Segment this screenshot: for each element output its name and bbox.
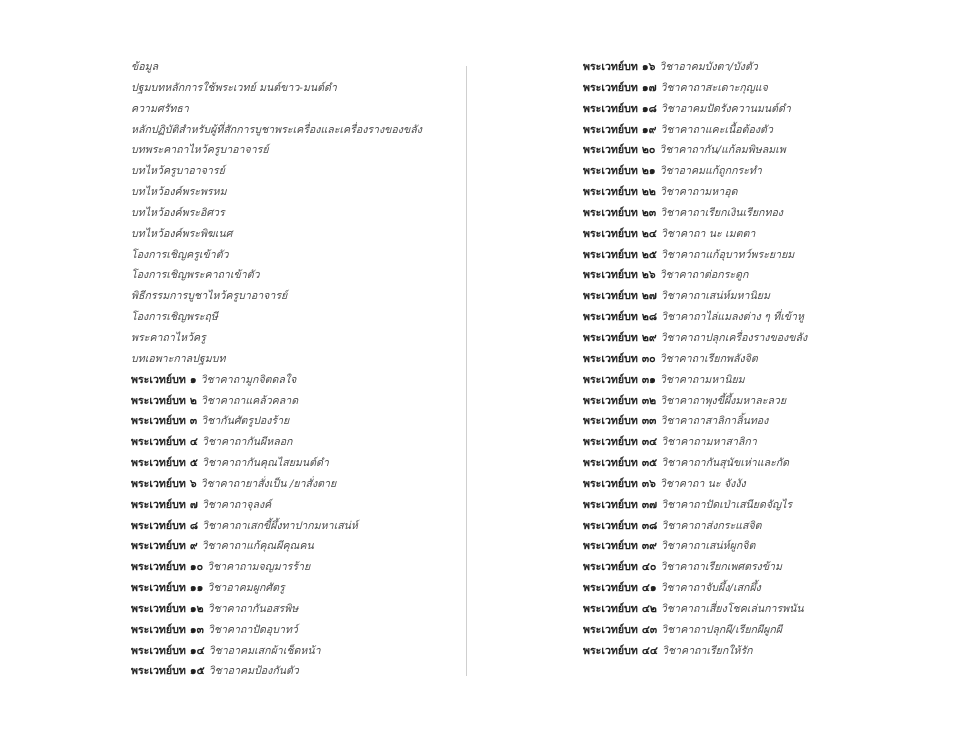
- chapter-title: วิชาคาถากันสุนัขเห่าและกัด: [661, 457, 790, 470]
- chapter-number: ๒๖: [641, 269, 656, 282]
- chapter-entry: [131, 453, 451, 474]
- intro-item: ข้อมูล: [131, 61, 159, 73]
- contents-column-left: [131, 57, 451, 682]
- chapter-prefix: พระเวทย์บท: [583, 561, 638, 574]
- chapter-entry: [583, 57, 873, 78]
- chapter-entry: [131, 661, 451, 682]
- chapter-number: ๘: [189, 519, 199, 532]
- chapter-prefix: พระเวทย์บท: [131, 498, 186, 511]
- chapter-entry: [131, 557, 451, 578]
- chapter-entry: [583, 224, 873, 245]
- intro-item: โองการเชิญพระคาถาเข้าตัว: [131, 269, 260, 282]
- intro-item: ปฐมบทหลักการใช้พระเวทย์ มนต์ขาว-มนต์ดำ: [131, 81, 337, 94]
- chapter-title: วิชาอาคมป้องกันตัว: [208, 665, 299, 678]
- chapter-entry: [583, 432, 873, 453]
- chapter-prefix: พระเวทย์บท: [131, 665, 186, 678]
- chapter-title: วิชาคาถามหาอุด: [659, 186, 738, 199]
- chapter-number: ๒๕: [641, 248, 657, 261]
- chapter-number: ๒๙: [641, 331, 657, 344]
- chapter-prefix: พระเวทย์บท: [131, 561, 186, 574]
- chapter-prefix: พระเวทย์บท: [583, 248, 638, 261]
- chapter-entry: [583, 599, 873, 620]
- chapter-prefix: พระเวทย์บท: [131, 540, 186, 553]
- chapter-prefix: พระเวทย์บท: [131, 457, 186, 470]
- chapter-title: วิชาคาถาส่งกระแสจิต: [661, 519, 762, 532]
- chapter-number: ๔๔: [641, 644, 658, 657]
- chapter-title: วิชาคาถาสะเดาะกุญแจ: [660, 81, 768, 94]
- chapter-title: วิชาคาถาแคล้วคลาด: [200, 394, 299, 407]
- chapter-prefix: พระเวทย์บท: [131, 519, 186, 532]
- chapter-number: ๔๐: [641, 561, 657, 574]
- chapter-number: ๑๖: [641, 61, 656, 73]
- chapter-number: ๑๑: [189, 582, 204, 595]
- chapter-number: ๑๐: [189, 561, 204, 574]
- chapter-title: วิชาอาคมแก้ถูกกระทำ: [659, 165, 762, 178]
- chapter-prefix: พระเวทย์บท: [131, 373, 186, 386]
- chapter-prefix: พระเวทย์บท: [583, 123, 638, 136]
- chapter-title: วิชาคาถาเสน่ห์มหานิยม: [660, 290, 770, 303]
- chapter-prefix: พระเวทย์บท: [583, 602, 638, 615]
- chapter-prefix: พระเวทย์บท: [583, 227, 638, 240]
- chapter-title: วิชาคาถามูกจิตดลใจ: [200, 373, 297, 386]
- intro-item: โองการเชิญพระฤษี: [131, 311, 218, 324]
- chapter-prefix: พระเวทย์บท: [583, 477, 638, 490]
- chapter-number: ๗: [189, 498, 198, 511]
- chapter-title: วิชาคาถาเรียกให้รัก: [661, 644, 753, 657]
- chapter-prefix: พระเวทย์บท: [583, 498, 638, 511]
- chapter-entry: [583, 78, 873, 99]
- chapter-prefix: พระเวทย์บท: [131, 582, 186, 595]
- chapter-title: วิชาคาถาปลุกเครื่องรางของขลัง: [660, 331, 808, 344]
- chapter-title: วิชาคาถาสาลิกาลิ้นทอง: [660, 415, 769, 428]
- chapter-number: ๓๖: [641, 477, 656, 490]
- chapter-entry: [131, 370, 451, 391]
- chapter-entry: [583, 328, 873, 349]
- chapter-prefix: พระเวทย์บท: [131, 602, 186, 615]
- chapter-entry: [583, 140, 873, 161]
- chapter-number: ๒๘: [641, 311, 657, 324]
- chapter-number: ๓๙: [641, 540, 657, 553]
- chapter-number: ๓๗: [641, 498, 658, 511]
- chapter-title: วิชาคาถาพุงขี้ผึ้งมหาละลวย: [660, 394, 787, 407]
- chapter-number: ๑๔: [189, 644, 205, 657]
- chapter-number: ๑๗: [641, 81, 657, 94]
- chapter-title: วิชาคาถามหาสาลิกา: [661, 436, 757, 449]
- chapter-entry: [131, 516, 451, 537]
- chapter-number: ๔๑: [641, 582, 657, 595]
- chapter-number: ๓๓: [641, 415, 657, 428]
- chapter-title: วิชาคาถาไล่แมลงต่าง ๆ ที่เข้าหู: [661, 311, 804, 324]
- chapter-title: วิชาคาถา นะ เมตตา: [660, 227, 756, 240]
- chapter-number: ๒๐: [641, 144, 656, 157]
- chapter-number: ๑๘: [641, 102, 657, 115]
- chapter-entry: [131, 391, 451, 412]
- chapter-number: ๓๘: [641, 519, 658, 532]
- chapter-number: ๑๕: [189, 665, 205, 678]
- chapter-prefix: พระเวทย์บท: [131, 623, 186, 636]
- chapter-title: วิชาคาถาเรียกพลังจิต: [659, 352, 758, 365]
- chapter-entry: [583, 411, 873, 432]
- chapter-prefix: พระเวทย์บท: [583, 352, 638, 365]
- chapter-entry: [131, 411, 451, 432]
- chapter-entry: [583, 99, 873, 120]
- intro-item: หลักปฏิบัติสำหรับผู้ที่สักการบูชาพระเครื่องและเครื่องรางของขลัง: [131, 123, 422, 136]
- chapter-number: ๓: [189, 415, 198, 428]
- chapter-entry: [583, 641, 873, 662]
- chapter-title: วิชาคาถากันคุณไสยมนต์ดำ: [201, 457, 329, 470]
- chapter-prefix: พระเวทย์บท: [583, 206, 638, 219]
- chapter-title: วิชาคาถามจญมารร้าย: [207, 561, 311, 574]
- chapter-prefix: พระเวทย์บท: [583, 165, 638, 178]
- intro-item: บทไหว้องค์พระพรหม: [131, 186, 227, 199]
- chapter-title: วิชาคาถามหานิยม: [659, 373, 745, 386]
- intro-item: พระคาถาไหว้ครู: [131, 331, 206, 344]
- intro-item: บทเอพาะกาลปฐมบท: [131, 352, 226, 365]
- chapter-prefix: พระเวทย์บท: [583, 144, 638, 157]
- chapter-prefix: พระเวทย์บท: [583, 290, 638, 303]
- chapter-number: ๒๓: [641, 206, 657, 219]
- chapter-title: วิชาคาถากันผีหลอก: [201, 436, 293, 449]
- intro-item: บทไหว้ครูบาอาจารย์: [131, 165, 225, 178]
- chapter-number: ๓๒: [641, 394, 657, 407]
- chapter-entry: [583, 307, 873, 328]
- chapter-entry: [583, 182, 873, 203]
- chapter-prefix: พระเวทย์บท: [583, 61, 638, 73]
- chapter-entry: [583, 203, 873, 224]
- chapter-title: วิชาคาถาต่อกระดูก: [659, 269, 749, 282]
- chapter-number: ๒๒: [641, 186, 656, 199]
- chapter-entry: [131, 641, 451, 662]
- chapter-prefix: พระเวทย์บท: [583, 394, 638, 407]
- contents-column-right: [583, 57, 873, 661]
- chapter-entry: [583, 557, 873, 578]
- chapter-entry: [583, 370, 873, 391]
- chapter-number: ๒๗: [641, 290, 657, 303]
- chapter-entry: [583, 245, 873, 266]
- chapter-entry: [583, 391, 873, 412]
- chapter-title: วิชาอาคมบังตา/บังตัว: [659, 61, 758, 73]
- chapter-number: ๔๒: [641, 602, 657, 615]
- chapter-title: วิชาคาถาปัดอุบาทว์: [207, 623, 298, 636]
- chapter-title: วิชากันศัตรูปองร้าย: [201, 415, 290, 428]
- chapter-entry: [131, 578, 451, 599]
- chapter-entry: [583, 536, 873, 557]
- chapter-title: วิชาคาถาเสกขี้ผึ้งทาปากมหาเสน่ห์: [202, 519, 358, 532]
- chapter-entry: [131, 599, 451, 620]
- chapter-title: วิชาอาคมเสกผ้าเช็ดหน้า: [208, 644, 321, 657]
- chapter-title: วิชาคาถาจุลงค์: [201, 498, 272, 511]
- chapter-number: ๒๑: [641, 165, 656, 178]
- chapter-prefix: พระเวทย์บท: [583, 102, 638, 115]
- chapter-prefix: พระเวทย์บท: [583, 436, 638, 449]
- chapter-number: ๓๔: [641, 436, 658, 449]
- chapter-prefix: พระเวทย์บท: [583, 644, 638, 657]
- chapter-entry: [583, 495, 873, 516]
- chapter-entry: [131, 495, 451, 516]
- chapter-entry: [583, 453, 873, 474]
- chapter-prefix: พระเวทย์บท: [583, 540, 638, 553]
- chapter-prefix: พระเวทย์บท: [131, 436, 186, 449]
- chapter-prefix: พระเวทย์บท: [131, 415, 186, 428]
- chapter-entry: [131, 620, 451, 641]
- intro-item: บทไหว้องค์พระอิศวร: [131, 206, 225, 219]
- chapter-number: ๔: [189, 436, 198, 449]
- chapter-title: วิชาคาถายาสั่งเป็น /ยาสั่งตาย: [200, 477, 337, 490]
- chapter-entry: [583, 265, 873, 286]
- chapter-number: ๕: [189, 457, 198, 470]
- chapter-entry: [131, 474, 451, 495]
- chapter-number: ๒: [189, 394, 197, 407]
- chapter-number: ๑๒: [189, 602, 204, 615]
- chapter-prefix: พระเวทย์บท: [583, 331, 638, 344]
- chapter-entry: [131, 432, 451, 453]
- chapter-title: วิชาอาคมปัดรังควานมนต์ดำ: [660, 102, 791, 115]
- chapter-prefix: พระเวทย์บท: [131, 394, 186, 407]
- chapter-entry: [131, 536, 451, 557]
- chapter-title: วิชาคาถากันอสรพิษ: [207, 602, 299, 615]
- chapter-number: ๑๙: [641, 123, 657, 136]
- chapter-title: วิชาคาถาปัดเป่าเสนียดจัญไร: [661, 498, 793, 511]
- chapter-title: วิชาคาถาเรียกเงินเรียกทอง: [660, 206, 783, 219]
- chapter-number: ๙: [189, 540, 198, 553]
- chapter-prefix: พระเวทย์บท: [583, 582, 638, 595]
- chapter-prefix: พระเวทย์บท: [583, 373, 638, 386]
- intro-item: บทพระคาถาไหว้ครูบาอาจารย์: [131, 144, 269, 157]
- chapter-title: วิชาคาถาแก้อุบาทว์พระยายม: [660, 248, 795, 261]
- intro-item: ความศรัทธา: [131, 102, 189, 115]
- chapter-number: ๓๑: [641, 373, 656, 386]
- chapter-entry: [583, 578, 873, 599]
- chapter-number: ๒๔: [641, 227, 657, 240]
- chapter-number: ๑: [189, 373, 197, 386]
- chapter-entry: [583, 620, 873, 641]
- chapter-prefix: พระเวทย์บท: [583, 311, 638, 324]
- chapter-prefix: พระเวทย์บท: [583, 415, 638, 428]
- chapter-prefix: พระเวทย์บท: [583, 457, 638, 470]
- chapter-prefix: พระเวทย์บท: [131, 477, 186, 490]
- chapter-title: วิชาคาถาจับผึ้ง/เสกผึ้ง: [660, 582, 761, 595]
- chapter-number: ๖: [189, 477, 197, 490]
- chapter-prefix: พระเวทย์บท: [583, 623, 638, 636]
- chapter-title: วิชาคาถาแก้คุณผีคุณคน: [201, 540, 314, 553]
- chapter-entry: [583, 161, 873, 182]
- intro-item: บทไหว้องค์พระพิฆเนศ: [131, 227, 233, 240]
- intro-item: พิธีกรรมการบูชาไหว้ครูบาอาจารย์: [131, 290, 288, 303]
- chapter-entry: [583, 474, 873, 495]
- chapter-number: ๔๓: [641, 623, 658, 636]
- chapter-number: ๓๕: [641, 457, 658, 470]
- chapter-prefix: พระเวทย์บท: [583, 519, 638, 532]
- chapter-prefix: พระเวทย์บท: [583, 269, 638, 282]
- page-divider: [466, 66, 467, 676]
- chapter-title: วิชาคาถาเสี่ยงโชคเล่นการพนัน: [660, 602, 804, 615]
- chapter-entry: [583, 516, 873, 537]
- chapter-title: วิชาอาคมผูกศัตรู: [207, 582, 285, 595]
- chapter-entry: [583, 120, 873, 141]
- chapter-title: วิชาคาถาแคะเนื้อต้องตัว: [660, 123, 773, 136]
- chapter-title: วิชาคาถาเรียกเพศตรงข้าม: [660, 561, 782, 574]
- chapter-prefix: พระเวทย์บท: [583, 186, 638, 199]
- chapter-number: ๓๐: [641, 352, 656, 365]
- chapter-entry: [583, 349, 873, 370]
- chapter-title: วิชาคาถาเสน่ห์ผูกจิต: [660, 540, 756, 553]
- intro-item: โองการเชิญครูเข้าตัว: [131, 248, 229, 261]
- chapter-title: วิชาคาถากัน/แก้ลมพิษลมเพ: [659, 144, 786, 157]
- chapter-title: วิชาคาถาปลุกผี/เรียกผีผูกผี: [661, 623, 782, 636]
- chapter-entry: [583, 286, 873, 307]
- chapter-prefix: พระเวทย์บท: [131, 644, 186, 657]
- chapter-prefix: พระเวทย์บท: [583, 81, 638, 94]
- chapter-number: ๑๓: [189, 623, 204, 636]
- chapter-title: วิชาคาถา นะ จังงัง: [659, 477, 746, 490]
